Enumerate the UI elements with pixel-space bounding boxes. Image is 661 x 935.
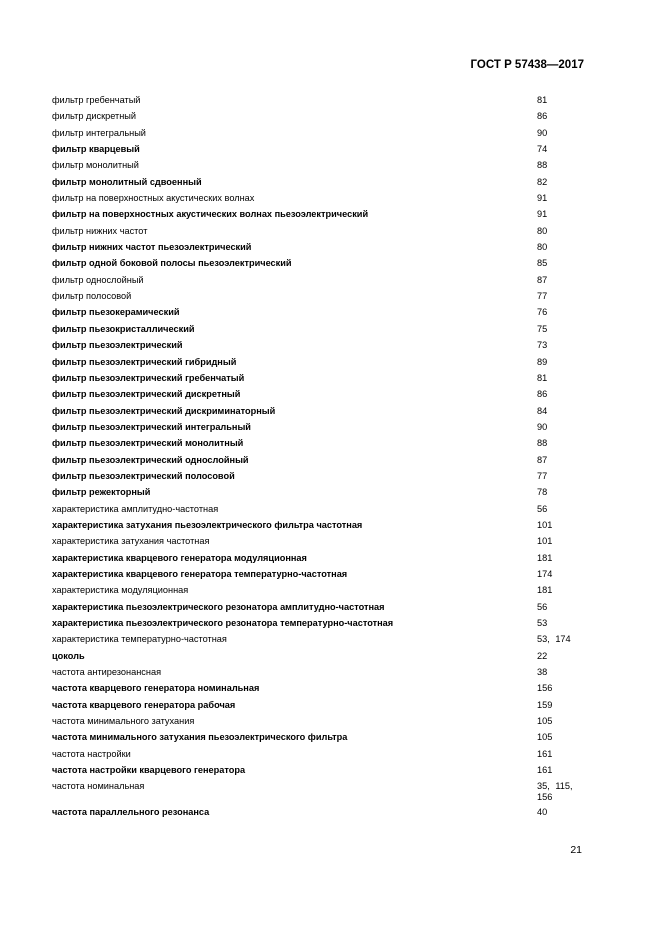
index-entry <box>52 422 612 438</box>
index-term: характеристика затухания частотная <box>52 536 210 547</box>
index-entry <box>52 193 612 209</box>
index-term: фильтр гребенчатый <box>52 95 141 105</box>
index-pages: 22 <box>537 650 548 661</box>
index-term: фильтр монолитный <box>52 160 139 171</box>
index-term: фильтр режекторный <box>52 487 151 498</box>
index-pages: 181 <box>537 552 553 563</box>
index-entry <box>52 357 612 373</box>
index-term: частота кварцевого генератора рабочая <box>52 699 236 710</box>
index-pages: 78 <box>537 487 548 498</box>
index-term: характеристика кварцевого генератора модуляционная <box>52 552 307 563</box>
index-pages: 87 <box>537 454 548 465</box>
index-entry <box>52 340 612 356</box>
index-entry <box>52 765 612 781</box>
index-entry <box>52 95 612 111</box>
index-pages: 81 <box>537 372 548 383</box>
index-pages: 161 <box>537 765 553 776</box>
index-pages: 80 <box>537 225 548 236</box>
index-entry <box>52 242 612 258</box>
index-term: фильтр нижних частот пьезоэлектрический <box>52 242 252 253</box>
index-pages: 105 <box>537 716 553 727</box>
index-term: цоколь <box>52 650 85 661</box>
index-entry <box>52 487 612 503</box>
index-entry <box>52 128 612 144</box>
index-pages: 85 <box>537 258 548 269</box>
index-entry <box>52 716 612 732</box>
index-entry <box>52 455 612 471</box>
index-term: фильтр пьезоэлектрический монолитный <box>52 438 244 449</box>
index-term: фильтр пьезоэлектрический гребенчатый <box>52 372 245 383</box>
index-pages: 76 <box>537 307 548 318</box>
index-entry <box>52 536 612 552</box>
index-term: частота кварцевого генератора номинальная <box>52 683 260 694</box>
index-entry <box>52 144 612 160</box>
index-pages: 101 <box>537 519 553 530</box>
index-entry <box>52 291 612 307</box>
index-term: характеристика пьезоэлектрического резонатора амплитудно-частотная <box>52 601 385 612</box>
index-entry <box>52 520 612 536</box>
index-term: фильтр полосовой <box>52 291 132 302</box>
index-term: фильтр монолитный сдвоенный <box>52 176 202 187</box>
index-term: фильтр пьезокерамический <box>52 307 180 318</box>
index-entry <box>52 651 612 667</box>
index-pages: 84 <box>537 405 548 416</box>
index-term: фильтр пьезокристаллический <box>52 323 195 334</box>
index-entry <box>52 373 612 389</box>
index-pages: 53 <box>537 618 548 628</box>
index-term: частота настройки <box>52 748 131 759</box>
index-term: характеристика пьезоэлектрического резонатора температурно-частотная <box>52 618 394 628</box>
index-term: фильтр на поверхностных акустических волнах <box>52 193 255 204</box>
index-pages: 86 <box>537 111 548 122</box>
index-pages: 161 <box>537 748 553 759</box>
index-pages: 74 <box>537 144 548 155</box>
index-entry <box>52 471 612 487</box>
index-term: фильтр на поверхностных акустических волнах пьезоэлектрический <box>52 209 369 220</box>
index-term: характеристика кварцевого генератора температурно-частотная <box>52 568 348 579</box>
index-pages: 101 <box>537 536 553 547</box>
index-entry <box>52 389 612 405</box>
index-pages: 90 <box>537 127 548 138</box>
index-term: фильтр кварцевый <box>52 144 140 155</box>
index-term: характеристика амплитудно-частотная <box>52 503 219 514</box>
index-term: фильтр пьезоэлектрический интегральный <box>52 421 251 432</box>
index-term: фильтр пьезоэлектрический <box>52 340 183 351</box>
index-pages: 56 <box>537 503 548 514</box>
index-pages: 88 <box>537 160 548 171</box>
index-pages: 87 <box>537 274 548 285</box>
index-pages: 53, 174 <box>537 634 571 645</box>
index-entry <box>52 324 612 340</box>
index-pages: 91 <box>537 193 548 204</box>
index-pages: 80 <box>537 242 548 253</box>
index-entry <box>52 732 612 748</box>
index-entry <box>52 258 612 274</box>
index-entry <box>52 160 612 176</box>
index-term: частота антирезонансная <box>52 667 162 678</box>
index-pages: 174 <box>537 568 553 579</box>
index-term: фильтр интегральный <box>52 127 146 138</box>
index-pages: 88 <box>537 438 548 449</box>
index-entry <box>52 226 612 242</box>
index-term: фильтр пьезоэлектрический полосовой <box>52 470 235 481</box>
index-entry <box>52 553 612 569</box>
index-pages: 38 <box>537 667 548 678</box>
index-term: характеристика температурно-частотная <box>52 634 227 645</box>
index-term: частота минимального затухания <box>52 716 195 727</box>
index-entry <box>52 209 612 225</box>
index-entry <box>52 749 612 765</box>
index-entry <box>52 618 612 634</box>
index-term: частота параллельного резонанса <box>52 807 210 818</box>
index-pages: 82 <box>537 176 548 187</box>
index-entry <box>52 667 612 683</box>
index-pages: 56 <box>537 601 548 612</box>
index-term: фильтр нижних частот <box>52 225 148 236</box>
index-entry <box>52 307 612 323</box>
index-pages: 77 <box>537 470 548 481</box>
index-pages: 91 <box>537 209 548 220</box>
index-pages: 40 <box>537 807 548 818</box>
index-entry <box>52 406 612 422</box>
terms-index <box>52 95 612 824</box>
index-entry <box>52 700 612 716</box>
index-term: фильтр пьезоэлектрический дискриминаторный <box>52 405 276 416</box>
index-term: фильтр пьезоэлектрический гибридный <box>52 356 237 367</box>
index-term: характеристика модуляционная <box>52 585 189 596</box>
index-pages: 181 <box>537 585 553 596</box>
index-term: фильтр одной боковой полосы пьезоэлектрический <box>52 258 292 269</box>
index-pages: 77 <box>537 291 548 302</box>
index-entry <box>52 634 612 650</box>
index-term: фильтр пьезоэлектрический однослойный <box>52 454 249 465</box>
index-pages: 73 <box>537 340 548 351</box>
index-entry <box>52 177 612 193</box>
index-pages: 35, 115, 156 <box>537 781 573 803</box>
index-term: частота настройки кварцевого генератора <box>52 765 246 776</box>
index-pages: 75 <box>537 323 548 334</box>
index-term: фильтр дискретный <box>52 111 137 122</box>
index-pages: 159 <box>537 699 553 710</box>
index-pages: 86 <box>537 389 548 400</box>
index-term: характеристика затухания пьезоэлектрического фильтра частотная <box>52 519 363 530</box>
document-standard-header: ГОСТ Р 57438—2017 <box>470 59 584 71</box>
index-entry <box>52 275 612 291</box>
index-entry <box>52 569 612 585</box>
index-term: частота номинальная <box>52 781 145 792</box>
index-entry <box>52 504 612 520</box>
index-pages: 90 <box>537 421 548 432</box>
index-term: фильтр пьезоэлектрический дискретный <box>52 389 241 400</box>
index-entry <box>52 683 612 699</box>
index-entry <box>52 807 612 823</box>
index-entry <box>52 111 612 127</box>
index-entry <box>52 585 612 601</box>
index-term: фильтр однослойный <box>52 274 144 285</box>
index-term: частота минимального затухания пьезоэлектрического фильтра <box>52 732 348 743</box>
index-pages: 105 <box>537 732 553 743</box>
page-number: 21 <box>570 844 582 856</box>
index-entry <box>52 602 612 618</box>
index-entry <box>52 781 612 807</box>
index-pages: 156 <box>537 683 553 694</box>
index-pages: 89 <box>537 356 548 367</box>
index-entry <box>52 438 612 454</box>
index-pages: 81 <box>537 95 548 105</box>
